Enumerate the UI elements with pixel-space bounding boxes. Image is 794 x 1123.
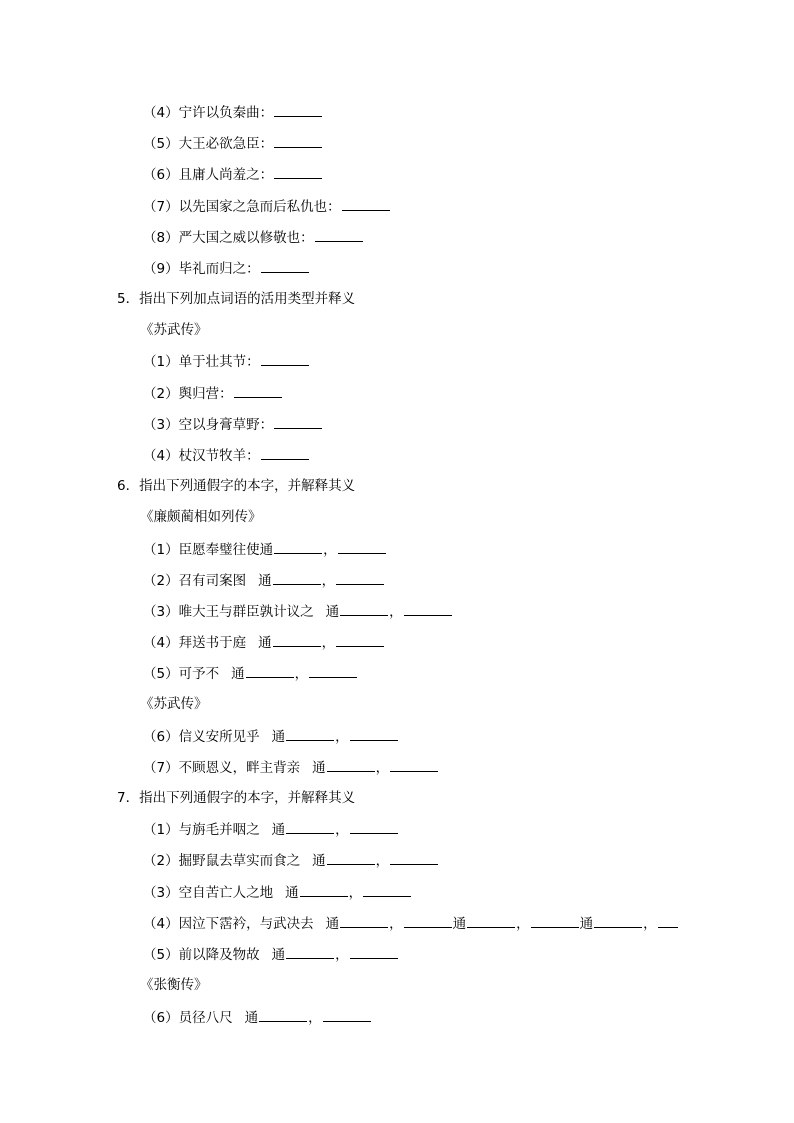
answer-blank[interactable] [340, 602, 388, 616]
answer-blank[interactable] [234, 384, 282, 398]
answer-blank[interactable] [261, 352, 309, 366]
list-item: （7）不顾恩义，畔主背亲 通 ， [143, 758, 439, 777]
answer-blank[interactable] [350, 945, 398, 959]
list-item: （2）舆归营： [143, 384, 283, 403]
answer-blank[interactable] [327, 758, 375, 772]
list-item: （9）毕礼而归之： [143, 259, 310, 278]
answer-blank[interactable] [390, 758, 438, 772]
answer-blank[interactable] [363, 883, 411, 897]
list-item: （3）空以身膏草野： [143, 415, 323, 434]
source-title: 《张衡传》 [140, 977, 208, 993]
answer-blank[interactable] [286, 820, 334, 834]
answer-blank[interactable] [404, 914, 452, 928]
source-title: 《廉颇蔺相如列传》 [140, 509, 262, 525]
source-title: 《苏武传》 [140, 696, 208, 712]
list-item: （4）拜送书于庭 通 ， [143, 633, 385, 652]
answer-blank[interactable] [246, 664, 294, 678]
list-item: （1）单于壮其节： [143, 352, 310, 371]
answer-blank[interactable] [286, 727, 334, 741]
answer-blank[interactable] [315, 228, 363, 242]
answer-blank[interactable] [323, 1008, 371, 1022]
answer-blank[interactable] [273, 571, 321, 585]
answer-blank[interactable] [658, 914, 678, 928]
list-item: （3）空自苦亡人之地 通 ， [143, 883, 412, 902]
list-item: （3）唯大王与群臣孰计议之 通 ， [143, 602, 453, 621]
question-heading: 5．指出下列加点词语的活用类型并释义 [117, 291, 356, 307]
answer-blank[interactable] [404, 602, 452, 616]
answer-blank[interactable] [350, 820, 398, 834]
answer-blank[interactable] [531, 914, 579, 928]
source-title: 《苏武传》 [140, 322, 208, 338]
answer-blank[interactable] [336, 571, 384, 585]
answer-blank[interactable] [338, 540, 386, 554]
list-item: （6）员径八尺 通 ， [143, 1008, 372, 1027]
answer-blank[interactable] [274, 134, 322, 148]
question-heading: 6．指出下列通假字的本字，并解释其义 [117, 478, 356, 494]
list-item: （2）召有司案图 通 ， [143, 571, 385, 590]
answer-blank[interactable] [274, 540, 322, 554]
answer-blank[interactable] [261, 446, 309, 460]
answer-blank[interactable] [273, 633, 321, 647]
list-item: （1）与旃毛并咽之 通 ， [143, 820, 399, 839]
answer-blank[interactable] [261, 259, 309, 273]
answer-blank[interactable] [594, 914, 642, 928]
list-item: （6）信义安所见乎 通 ， [143, 727, 399, 746]
list-item: （4）因泣下霑衿，与武决去 通 ， 通 ， 通 ， [143, 914, 679, 933]
list-item: （5）前以降及物故 通 ， [143, 945, 399, 964]
answer-blank[interactable] [336, 633, 384, 647]
question-heading: 7．指出下列通假字的本字，并解释其义 [117, 790, 356, 806]
list-item: （4）宁许以负秦曲： [143, 103, 323, 122]
answer-blank[interactable] [300, 883, 348, 897]
answer-blank[interactable] [274, 165, 322, 179]
answer-blank[interactable] [350, 727, 398, 741]
answer-blank[interactable] [309, 664, 357, 678]
answer-blank[interactable] [327, 851, 375, 865]
answer-blank[interactable] [390, 851, 438, 865]
answer-blank[interactable] [467, 914, 515, 928]
list-item: （2）掘野鼠去草实而食之 通 ， [143, 851, 439, 870]
list-item: （7）以先国家之急而后私仇也： [143, 197, 391, 216]
list-item: （1）臣愿奉璧往使通 ， [143, 540, 387, 559]
list-item: （5）大王必欲急臣： [143, 134, 323, 153]
list-item: （8）严大国之威以修敬也： [143, 228, 364, 247]
list-item: （6）且庸人尚羞之： [143, 165, 323, 184]
answer-blank[interactable] [342, 197, 390, 211]
list-item: （4）杖汉节牧羊： [143, 446, 310, 465]
list-item: （5）可予不 通 ， [143, 664, 358, 683]
answer-blank[interactable] [340, 914, 388, 928]
answer-blank[interactable] [286, 945, 334, 959]
answer-blank[interactable] [274, 415, 322, 429]
answer-blank[interactable] [274, 103, 322, 117]
answer-blank[interactable] [259, 1008, 307, 1022]
